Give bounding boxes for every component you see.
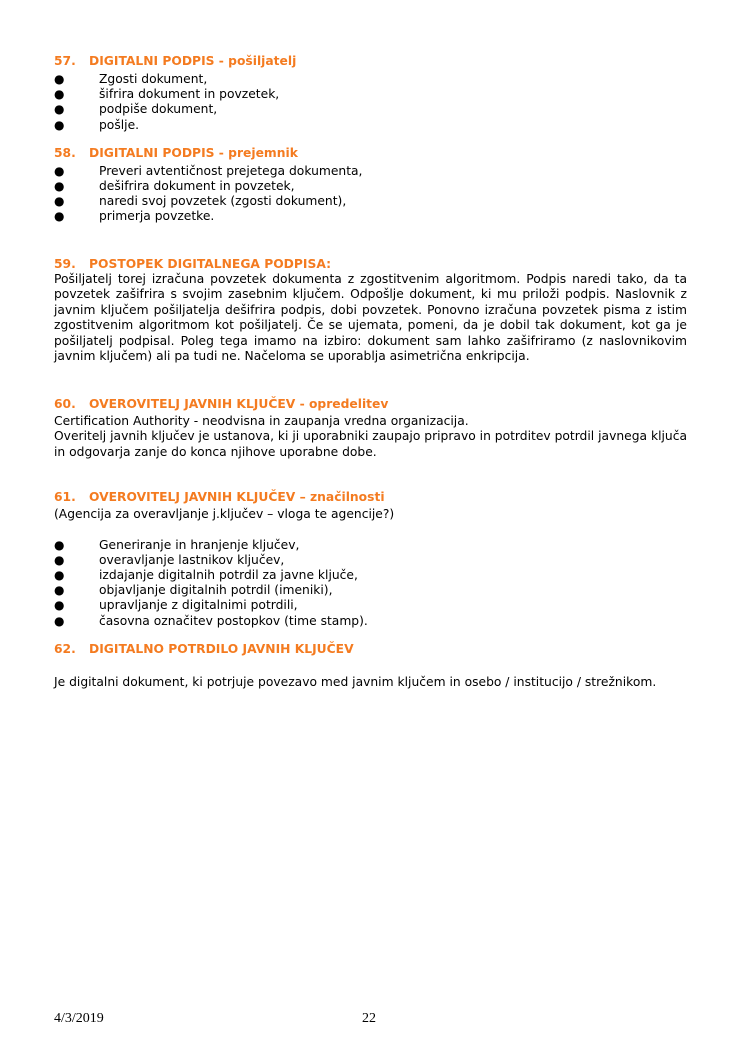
list-item-text: pošlje. (99, 117, 140, 132)
list-item-text: dešifrira dokument in povzetek, (99, 179, 295, 194)
bullet-icon: ● (54, 552, 65, 567)
list-item (54, 209, 687, 224)
section-heading (54, 489, 687, 505)
bullet-list (54, 164, 687, 225)
list-item (54, 598, 687, 613)
section-heading (54, 145, 687, 161)
list-item (54, 538, 687, 553)
section-paragraph: Overitelj javnih ključev je ustanova, ki ji uporabniki zaupajo pripravo in potrditev potrdil javnega ključa in odgovarja zanje do konca njihove uporabne dobe. (54, 429, 687, 459)
list-item-text: objavljanje digitalnih potrdil (imeniki), (99, 583, 333, 598)
footer-date: 4/3/2019 (54, 1011, 104, 1026)
list-item-text: primerja povzetke. (99, 209, 215, 224)
section-number: 57. (54, 54, 76, 68)
list-item-text: upravljanje z digitalnimi potrdili, (99, 598, 298, 613)
bullet-icon: ● (54, 179, 65, 194)
bullet-icon: ● (54, 163, 65, 178)
list-item (54, 118, 687, 133)
footer-page-number: 22 (362, 1011, 376, 1026)
list-item (54, 568, 687, 583)
section-number: 59. (54, 256, 76, 271)
list-item (54, 179, 687, 194)
bullet-icon: ● (54, 102, 65, 117)
section-title: DIGITALNI PODPIS - prejemnik (89, 145, 298, 160)
bullet-icon: ● (54, 613, 65, 628)
list-item (54, 72, 687, 87)
section-59 (54, 256, 687, 365)
section-paragraph: Je digitalni dokument, ki potrjuje povezavo med javnim ključem in osebo / institucijo / strežnikom. (54, 674, 657, 689)
section-line: (Agencija za overavljanje j.ključev – vloga te agencije?) (54, 507, 395, 522)
section-title: DIGITALNO POTRDILO JAVNIH KLJUČEV (89, 641, 354, 656)
section-number: 58. (54, 145, 76, 160)
section-title: OVEROVITELJ JAVNIH KLJUČEV - opredelitev (89, 396, 389, 411)
list-item-text: šifrira dokument in povzetek, (99, 87, 280, 102)
section-heading (54, 256, 687, 272)
list-item-text: Preveri avtentičnost prejetega dokumenta, (99, 163, 363, 178)
section-heading (54, 53, 687, 69)
section-title: POSTOPEK DIGITALNEGA PODPISA: (89, 256, 331, 271)
section-57 (54, 53, 687, 133)
list-item-text: časovna označitev postopkov (time stamp). (99, 613, 368, 628)
bullet-list (54, 538, 687, 629)
list-item (54, 164, 687, 179)
bullet-icon: ● (54, 568, 65, 583)
section-number: 61. (54, 490, 76, 505)
section-line: Certification Authority - neodvisna in zaupanja vredna organizacija. (54, 413, 469, 428)
list-item-text: Zgosti dokument, (99, 72, 208, 86)
section-heading (54, 396, 687, 412)
list-item (54, 87, 687, 102)
list-item (54, 614, 687, 629)
section-heading (54, 641, 687, 657)
bullet-icon: ● (54, 598, 65, 613)
list-item (54, 102, 687, 117)
section-60 (54, 396, 687, 461)
bullet-icon: ● (54, 583, 65, 598)
list-item-text: podpiše dokument, (99, 102, 218, 117)
section-61 (54, 489, 687, 629)
section-58 (54, 145, 687, 225)
document-page (54, 53, 687, 690)
bullet-list (54, 72, 687, 133)
list-item-text: izdajanje digitalnih potrdil za javne ključe, (99, 568, 358, 583)
bullet-icon: ● (54, 209, 65, 224)
list-item (54, 583, 687, 598)
list-item (54, 553, 687, 568)
section-title: DIGITALNI PODPIS - pošiljatelj (89, 54, 297, 68)
list-item-text: Generiranje in hranjenje ključev, (99, 537, 300, 552)
bullet-icon: ● (54, 72, 65, 86)
section-number: 62. (54, 641, 76, 656)
list-item-text: overavljanje lastnikov ključev, (99, 552, 285, 567)
section-title: OVEROVITELJ JAVNIH KLJUČEV – značilnosti (89, 490, 385, 505)
section-paragraph: Pošiljatelj torej izračuna povzetek dokumenta z zgostitvenim algoritmom. Podpis naredi tako, da ta povzetek zašifrira s svojim zasebnim ključem. Odpošlje dokument, ki mu priloži podpis. Naslovnik z javnim ključem pošiljatelja dešifrira podpis, dobi povzetek. Ponovno izračuna povzetek pisma z istim zgostitvenim algoritmom kot pošiljatelj. Če se ujemata, pomeni, da je dobil tak dokument, kot ga je pošiljatelj podpisal. Poleg tega imamo na izbiro: dokument sam lahko zašifriramo (z naslovnikovim javnim ključem) ali pa tudi ne. Načeloma se uporablja asimetrična enkripcija. (54, 271, 687, 364)
bullet-icon: ● (54, 87, 65, 102)
section-number: 60. (54, 396, 76, 411)
section-62 (54, 641, 687, 691)
list-item-text: naredi svoj povzetek (zgosti dokument), (99, 194, 347, 209)
bullet-icon: ● (54, 194, 65, 209)
bullet-icon: ● (54, 537, 65, 552)
bullet-icon: ● (54, 117, 65, 132)
list-item (54, 194, 687, 209)
